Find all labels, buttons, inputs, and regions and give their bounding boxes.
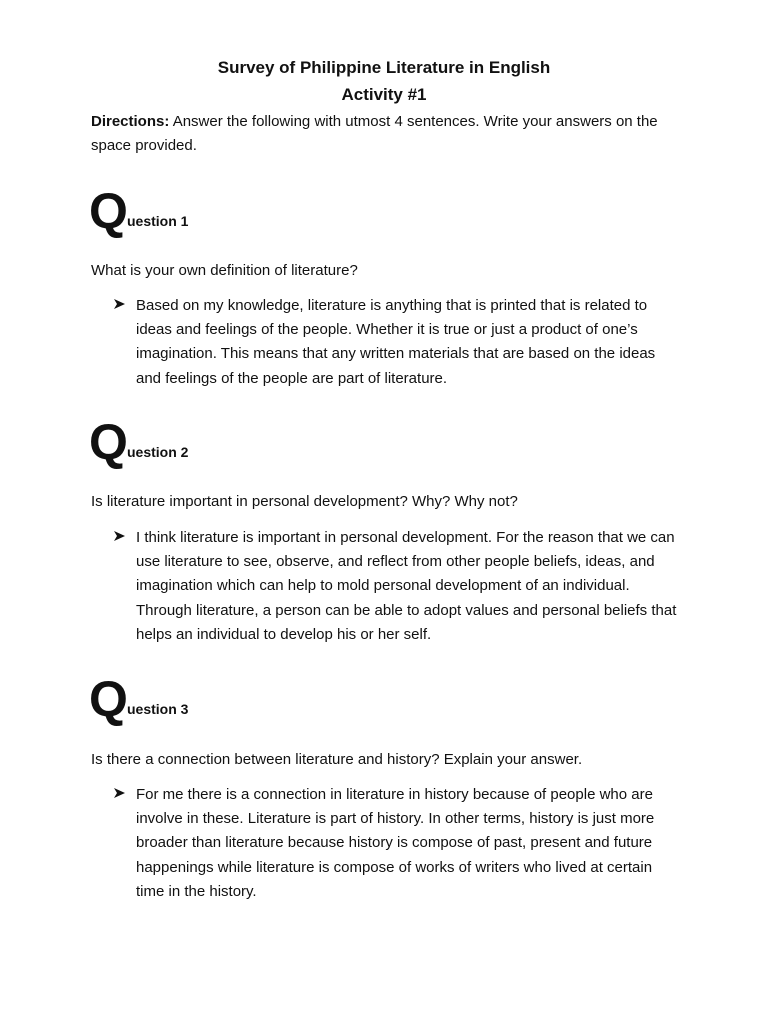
question-heading-2 [89, 414, 389, 477]
arrowhead-bullet-icon [112, 294, 128, 314]
question-prompt-2: Is literature important in personal development? Why? Why not? [91, 493, 518, 510]
question-prompt-1: What is your own definition of literature? [91, 262, 358, 279]
answer-text-1: Based on my knowledge, literature is anything that is printed that is related to ideas and feelings of the people. Whether it is true or just a product of one’s imagination. This means that any written materials that are based on the ideas and feelings of the people are part of literature. [136, 297, 656, 387]
document-title: Survey of Philippine Literature in English [217, 58, 551, 77]
activity-title: Activity #1 [341, 85, 427, 104]
directions-text: Answer the following with utmost 4 sentences. Write your answers on the space provided. [91, 113, 658, 154]
question-heading-label: uestion 1 [127, 213, 189, 229]
answer-text-2: I think literature is important in personal development. For the reason that we can use literature to see, observe, and reflect from other people beliefs, ideas, and imagination which can help to mold personal development of an individual. Through literature, a person can be able to adopt values and personal beliefs that helps an individual to develop his or her self. [136, 529, 677, 643]
answer-text-3: For me there is a connection in literature in history because of people who are involve in these. Literature is part of history. In other terms, history is just more broader than literature because history is compose of past, present and future happenings while literature is compose of works of writers who lived at certain time in the history. [136, 786, 655, 900]
drop-cap-letter: Q [89, 183, 128, 239]
drop-cap-letter: Q [89, 671, 128, 727]
drop-cap-letter: Q [89, 414, 128, 470]
question-prompt-3: Is there a connection between literature and history? Explain your answer. [91, 751, 583, 768]
question-heading-3 [89, 671, 389, 734]
question-heading-label: uestion 2 [127, 444, 189, 460]
question-heading-1 [89, 183, 389, 246]
directions-label: Directions: [91, 113, 170, 130]
arrowhead-bullet-icon [112, 526, 128, 546]
question-heading-label: uestion 3 [127, 701, 189, 717]
directions [91, 110, 691, 158]
arrowhead-bullet-icon [112, 783, 128, 803]
